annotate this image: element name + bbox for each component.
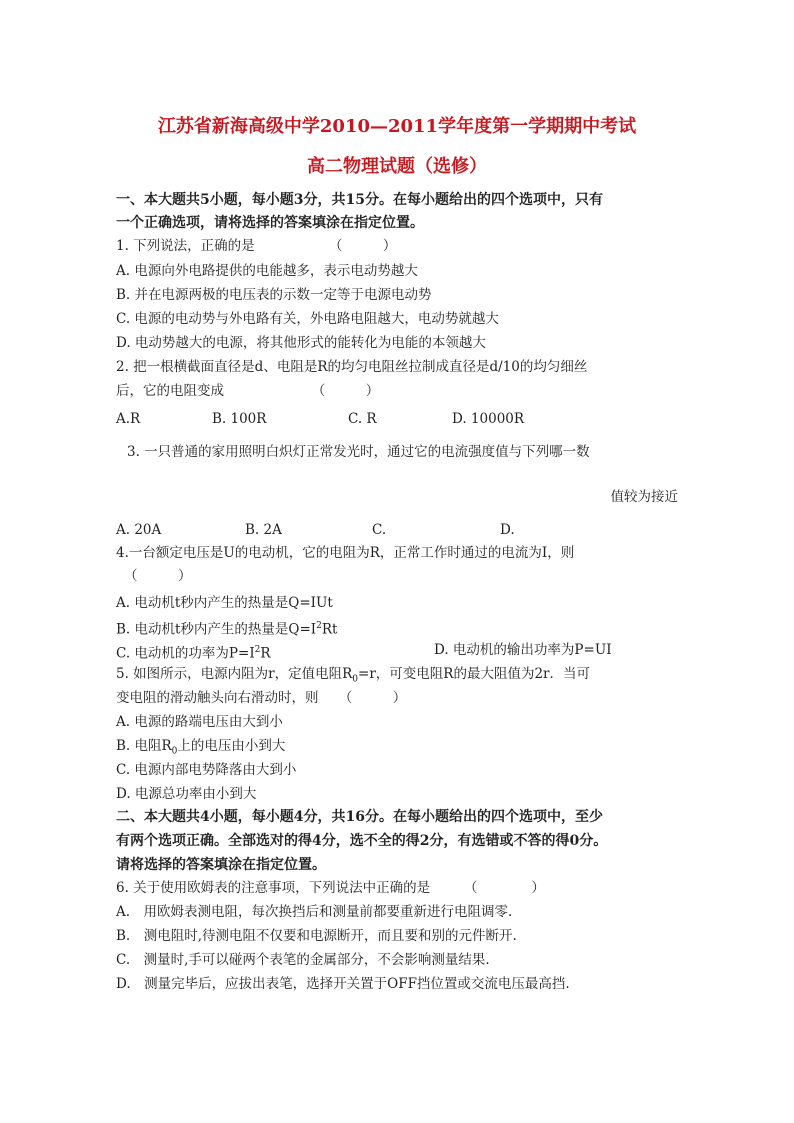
q4-option-d: D. 电动机的输出功率为P=UI (434, 642, 612, 658)
q5-option-b (116, 737, 285, 761)
q6-option-a: A. 用欧姆表测电阻，每次换挡后和测量前都要重新进行电阻调零. (116, 904, 513, 920)
q3-stem-line1: 3. 一只普通的家用照明白炽灯正常发光时，通过它的电流强度值与下列哪一数 (127, 444, 590, 460)
q6-option-c: C. 测量时,手可以碰两个表笔的金属部分，不会影响测量结果. (116, 952, 490, 968)
q1-option-d: D. 电动势越大的电源，将其他形式的能转化为电能的本领越大 (116, 335, 486, 351)
q1-option-c: C. 电源的电动势与外电路有关，外电路电阻越大，电动势就越大 (116, 311, 499, 327)
section1-heading-line2: 一个正确选项，请将选择的答案填涂在指定位置。 (116, 215, 424, 231)
section1-heading-line1: 一、本大题共5小题，每小题3分，共15分。在每小题给出的四个选项中，只有 (116, 192, 603, 208)
q4-option-a: A. 电动机t秒内产生的热量是Q=IUt (116, 595, 333, 611)
q5-option-b-text: B. 电阻R (116, 738, 172, 754)
q2-stem-line2: 后，它的电阻变成 （ ） (116, 383, 380, 399)
q3-option-b: B. 2A (245, 522, 282, 538)
exam-title: 江苏省新海高级中学2010—2011学年度第一学期期中考试 (157, 116, 637, 137)
q6-option-b: B. 测电阻时,待测电阻不仅要和电源断开，而且要和别的元件断开. (116, 928, 517, 944)
q5-option-c: C. 电源内部电势降落由大到小 (116, 762, 297, 778)
q3-stem-line2: 值较为接近 (610, 489, 678, 505)
q1-option-a: A. 电源向外电路提供的电能越多，表示电动势越大 (116, 263, 418, 279)
q4-stem-line1: 4.一台额定电压是U的电动机，它的电阻为R，正常工作时通过的电流为I，则 (116, 545, 575, 561)
q1-stem: 1. 下列说法，正确的是 （ ） (116, 238, 397, 254)
section2-heading-line2: 有两个选项正确。全部选对的得4分，选不全的得2分，有选错或不答的得0分。 (116, 833, 608, 849)
q4-option-c (116, 641, 271, 663)
q2-stem-line1: 2. 把一根横截面直径是d、电阻是R的均匀电阻丝拉制成直径是d/10的均匀细丝 (116, 359, 588, 375)
q2-option-c: C. R (348, 411, 377, 427)
q3-option-d: D. (500, 522, 515, 538)
q4-option-c-text: C. 电动机的功率为P=I (116, 645, 255, 662)
q5-option-b-tail: 上的电压由小到大 (177, 738, 286, 754)
q6-stem: 6. 关于使用欧姆表的注意事项，下列说法中正确的是 （ ） (116, 880, 545, 896)
q5-option-d: D. 电源总功率由小到大 (116, 786, 257, 802)
q2-option-b: B. 100R (212, 411, 267, 427)
q4-option-c-exponent: 2 (254, 645, 261, 655)
section2-heading-line3: 请将选择的答案填涂在指定位置。 (116, 857, 326, 873)
q4-stem-line2: （ ） (124, 568, 192, 584)
q5-stem-line1-subscript: 0 (352, 674, 359, 685)
section2-heading-line1: 二、本大题共4小题，每小题4分，共16分。在每小题给出的四个选项中，至少 (116, 809, 603, 825)
q4-option-c-tail: R (260, 645, 271, 662)
q5-stem-line1-a: 5. 如图所示，电源内阻为r，定值电阻R (116, 666, 353, 682)
q5-option-b-subscript: 0 (171, 746, 178, 757)
q5-stem-line2: 变电阻的滑动触头向右滑动时，则 （ ） (116, 690, 407, 706)
exam-subtitle: 高二物理试题（选修） (307, 156, 487, 177)
q2-option-d: D. 10000R (452, 411, 525, 427)
q3-option-a: A. 20A (116, 522, 162, 538)
q5-stem-line1 (116, 665, 590, 689)
q5-stem-line1-b: =r，可变电阻R的最大阻值为2r．当可 (358, 666, 591, 682)
q4-option-b-exponent: 2 (316, 621, 322, 631)
q6-option-d: D. 测量完毕后，应拔出表笔，选择开关置于OFF挡位置或交流电压最高挡. (116, 976, 570, 992)
q4-option-b (116, 617, 337, 639)
q1-option-b: B. 并在电源两极的电压表的示数一定等于电源电动势 (116, 287, 432, 303)
q5-option-a: A. 电源的路端电压由大到小 (116, 714, 283, 730)
q4-option-b-text: B. 电动机t秒内产生的热量是Q=I (116, 621, 317, 638)
q4-option-b-tail: Rt (321, 621, 338, 638)
q3-option-c: C. (372, 522, 387, 538)
q2-option-a: A.R (116, 411, 141, 427)
